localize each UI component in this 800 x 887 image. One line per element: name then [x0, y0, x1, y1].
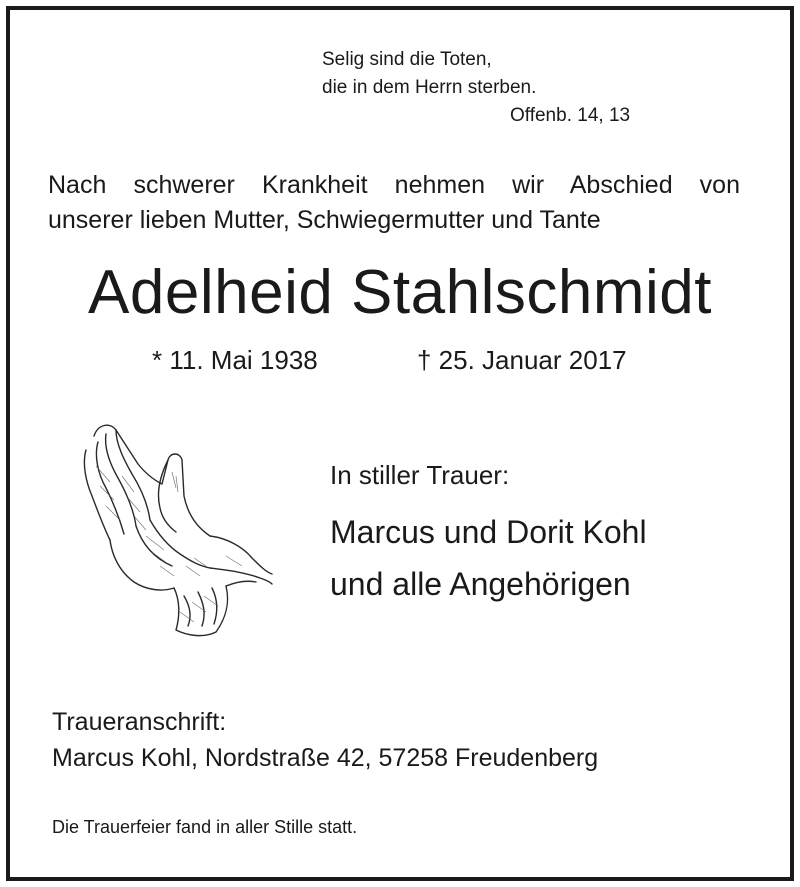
- mourners: [330, 506, 647, 610]
- death-date: † 25. Januar 2017: [417, 345, 627, 375]
- intro-text: [48, 168, 740, 238]
- mourners-line-1: Marcus und Dorit Kohl: [330, 514, 647, 550]
- address-label: Traueranschrift:: [52, 708, 227, 736]
- bible-verse: [322, 46, 631, 126]
- intro-line-1: Nach schwerer Krankheit nehmen wir Abschied von: [48, 171, 740, 199]
- ceremony-notice: Die Trauerfeier fand in aller Stille statt.: [52, 817, 358, 837]
- mourners-line-2: und alle Angehörigen: [330, 566, 631, 602]
- verse-line-2: die in dem Herrn sterben.: [322, 77, 537, 98]
- verse-line-1: Selig sind die Toten,: [322, 49, 492, 70]
- mourning-label: In stiller Trauer:: [330, 460, 510, 490]
- deceased-name: Adelheid Stahlschmidt: [88, 258, 712, 327]
- praying-hands-icon: [76, 416, 276, 648]
- birth-date: * 11. Mai 1938: [152, 345, 318, 375]
- address-line: Marcus Kohl, Nordstraße 42, 57258 Freudenberg: [52, 744, 599, 772]
- verse-reference: Offenb. 14, 13: [510, 105, 631, 126]
- mourning-address: [52, 704, 598, 776]
- intro-line-2: unserer lieben Mutter, Schwiegermutter und Tante: [48, 206, 601, 234]
